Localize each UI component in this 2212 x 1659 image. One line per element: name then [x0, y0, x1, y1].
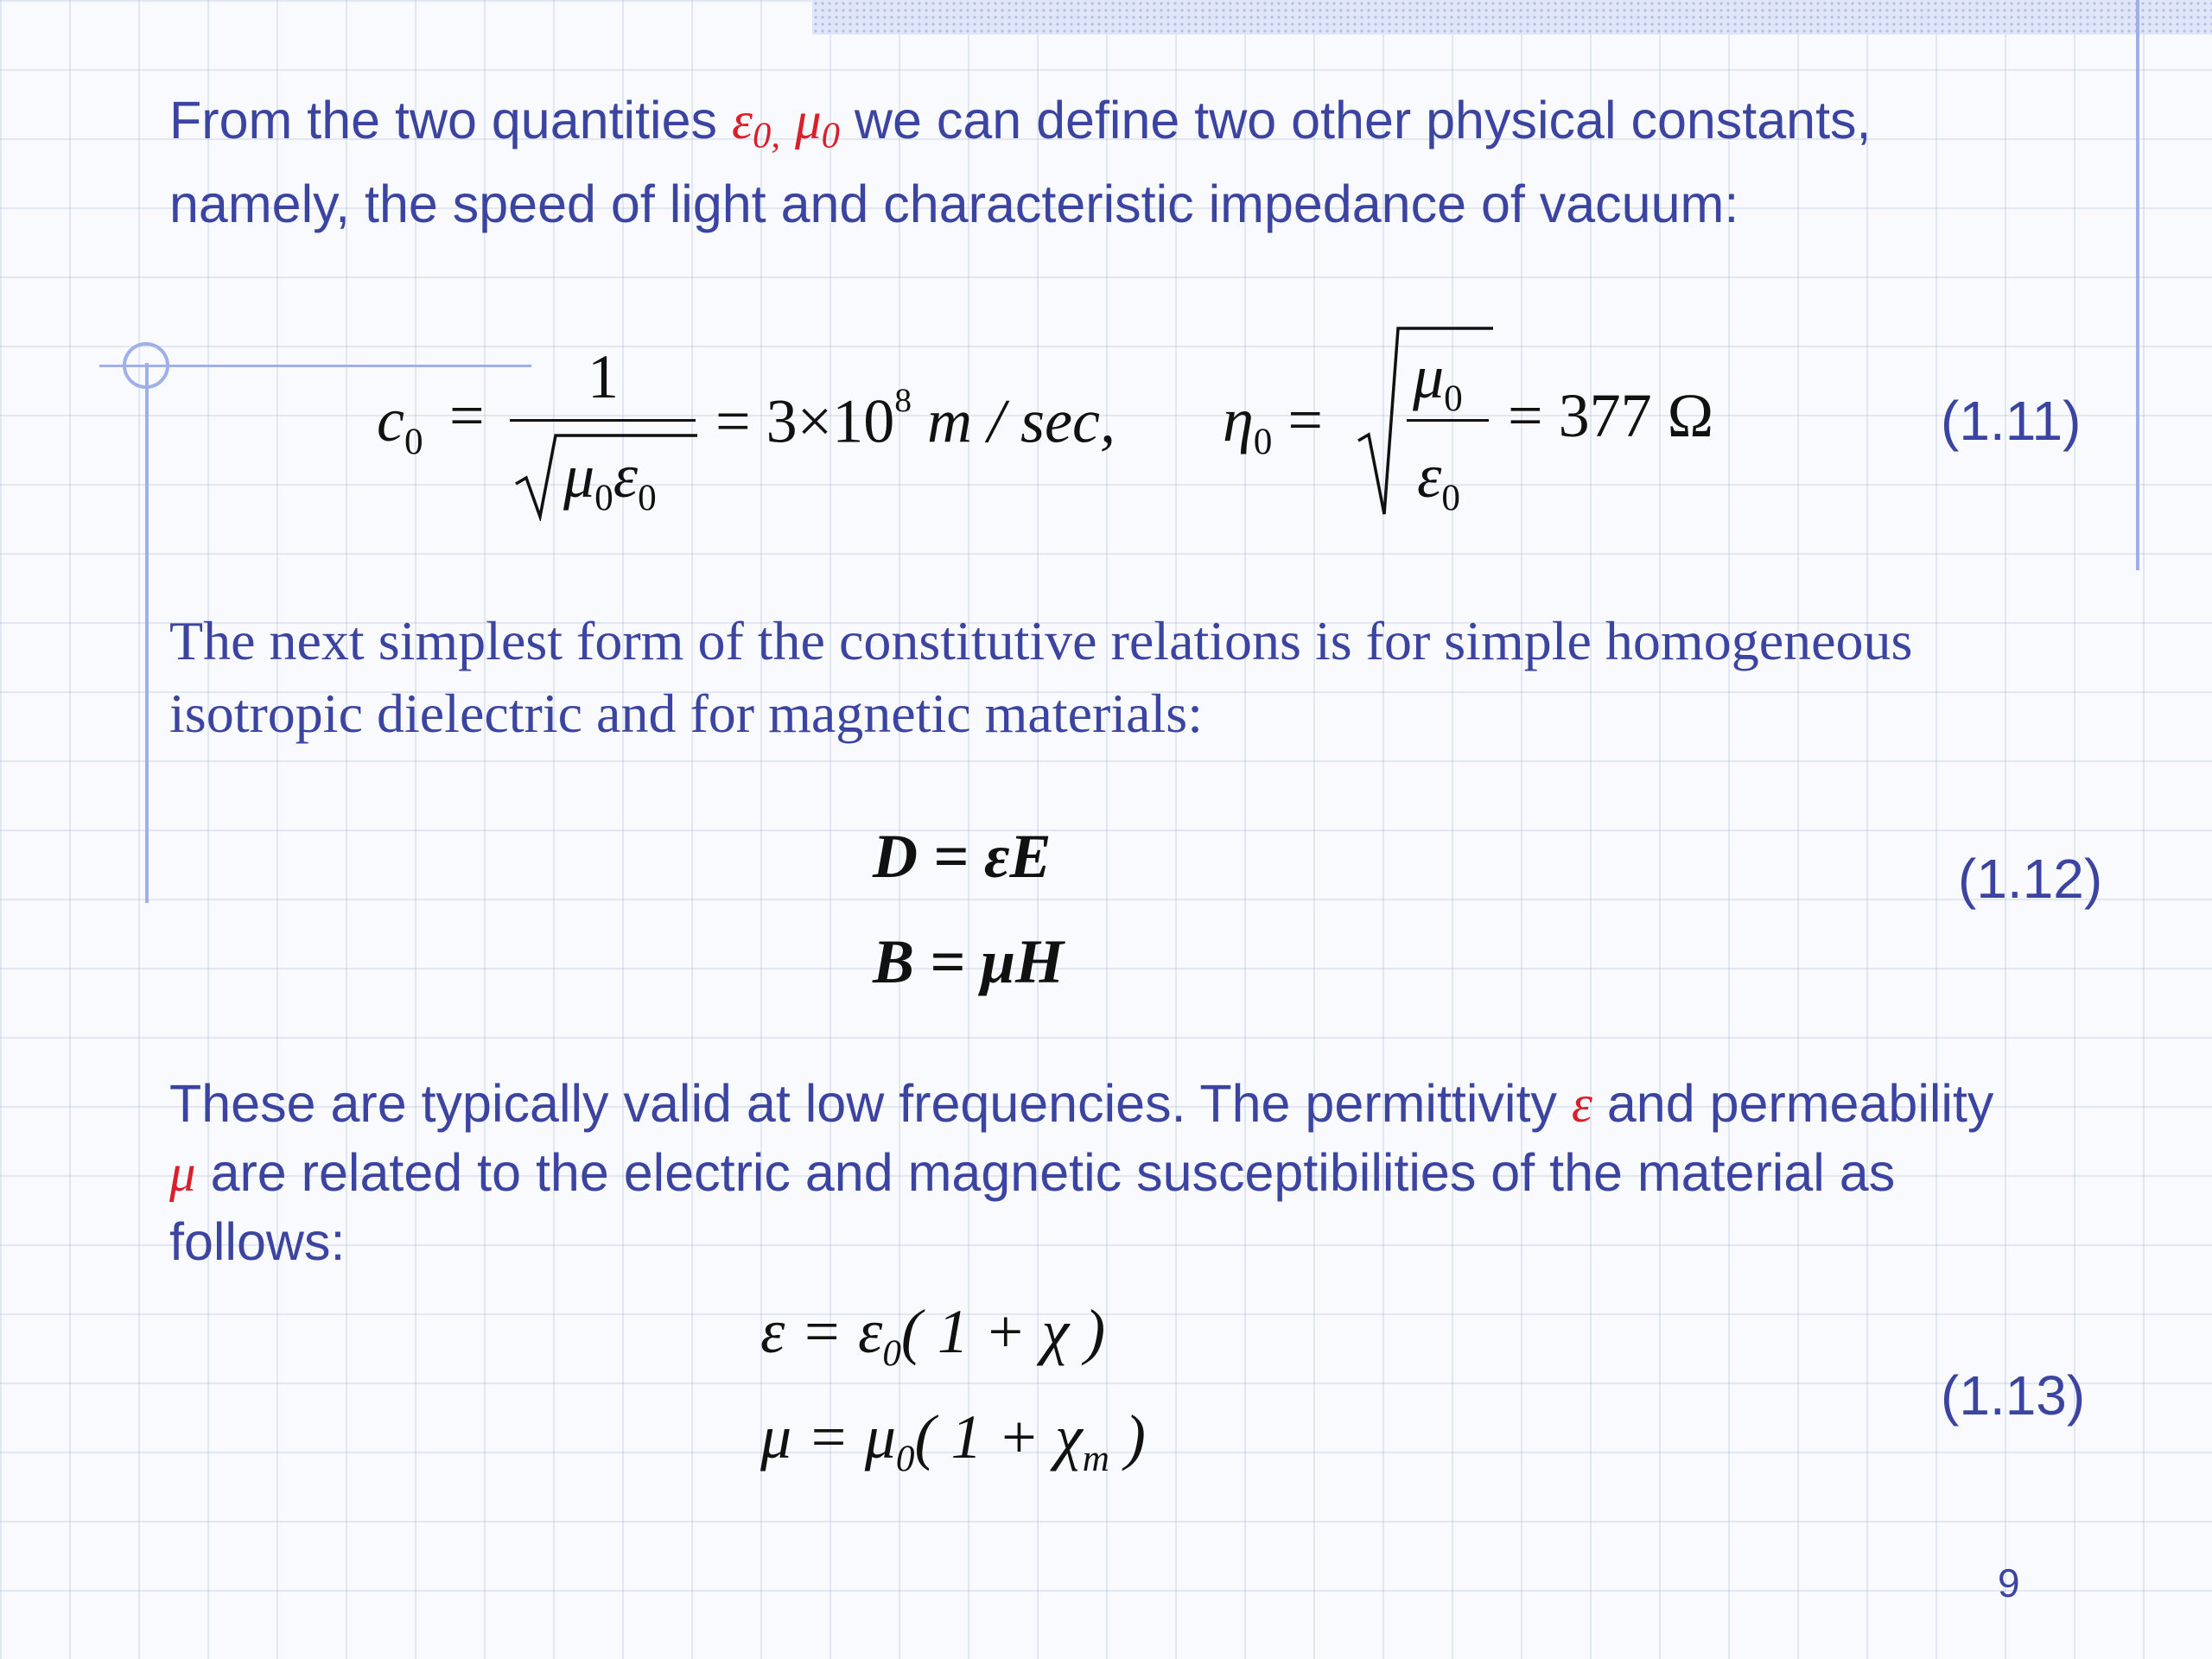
b-equation: B = μH — [873, 927, 1065, 996]
impedance-fraction-bar — [1407, 419, 1489, 422]
permittivity-line-3: follows: — [169, 1212, 346, 1271]
mu-symbol: $\mu_0$ — [794, 92, 840, 156]
right-divider — [2136, 0, 2139, 570]
intro-line-1: From the two quantities $\varepsilon_{0,}$ $\mu_0$ we can define two other physical constants, — [169, 91, 1872, 156]
crosshair-icon — [123, 342, 169, 389]
page-number: 9 — [1998, 1560, 2020, 1605]
left-divider — [145, 363, 149, 903]
equation-number-1-11: (1.11) — [1941, 390, 2082, 452]
permittivity-line-1: These are typically valid at low frequencies. The permittivity ε and permeability — [169, 1074, 1994, 1134]
mu-equation: $\mu = \mu_0$( $1 + \chi_m$ ) — [760, 1402, 1146, 1480]
impedance-lhs: $\eta_0$ = — [1223, 385, 1323, 463]
impedance-denominator: $\varepsilon_0$ — [1417, 442, 1460, 519]
permittivity-line-2: μ are related to the electric and magnetic susceptibilities of the material as — [169, 1143, 1896, 1203]
header-decoration — [812, 0, 2212, 35]
speed-value: = $3\times 10^8$ m / sec, — [715, 381, 1116, 456]
impedance-numerator: $\mu_0$ — [1413, 342, 1463, 420]
d-equation: D = εE — [873, 822, 1052, 891]
fraction-bar — [510, 419, 696, 422]
fraction-denominator: $\mu_0\varepsilon_0$ — [563, 442, 657, 519]
fraction-numerator: 1 — [588, 342, 619, 411]
epsilon-symbol-2: ε — [1571, 1076, 1592, 1134]
impedance-value: = 377 Ω — [1508, 381, 1714, 450]
permittivity-paragraph — [169, 1070, 1993, 1275]
epsilon-equation: $\varepsilon = \varepsilon_0$( 1 + χ ) — [760, 1297, 1106, 1375]
epsilon-symbol: $\varepsilon_{0,}$ — [731, 92, 781, 156]
equation-number-1-13: (1.13) — [1941, 1364, 2086, 1427]
equation-number-1-12: (1.12) — [1958, 848, 2103, 910]
intro-line-2: namely, the speed of light and characteristic impedance of vacuum: — [169, 174, 1739, 233]
constitutive-paragraph — [169, 605, 1912, 750]
equals-sign: = — [449, 381, 485, 450]
constitutive-line-1: The next simplest form of the constitutive relations is for simple homogeneous — [169, 610, 1913, 671]
intro-paragraph — [169, 86, 1872, 238]
constitutive-line-2: isotropic dielectric and for magnetic materials: — [169, 683, 1203, 744]
mu-symbol-2: μ — [169, 1145, 196, 1203]
speed-of-light-lhs: $c_0$ — [377, 385, 423, 463]
